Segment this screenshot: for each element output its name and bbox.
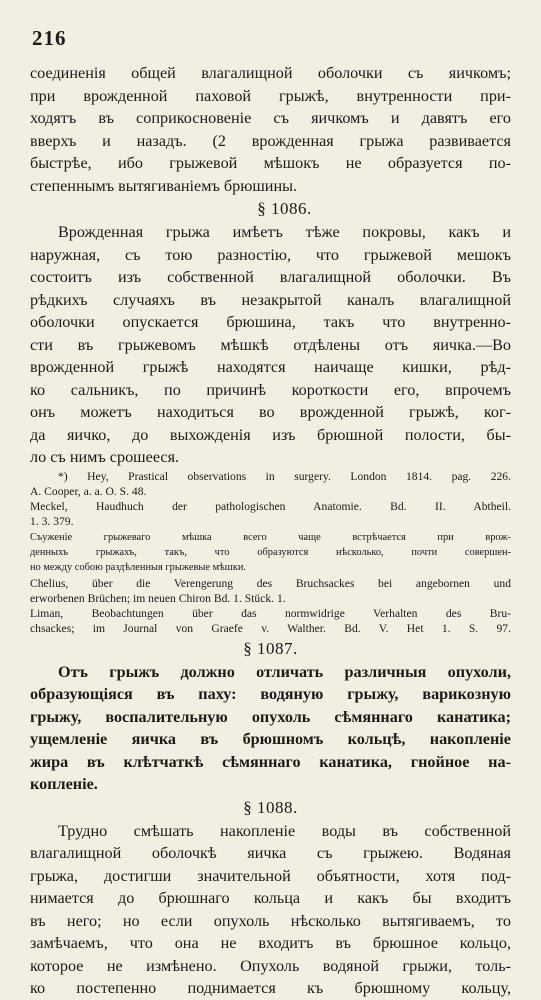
section-1086-body [30, 221, 511, 469]
text-line: врожденной грыжѣ находятся наичаще кишки, рѣд- [30, 358, 511, 376]
text-line: ущемленіе яичка въ брюшномъ кольцѣ, накопленіе [30, 730, 511, 749]
text-line: въ него; но если опухоль нѣсколько вытягиваемъ, то [30, 911, 511, 930]
text-line: грыжа, достигши значительной объятности, хотя под- [30, 866, 511, 885]
section-heading-1087: § 1087. [243, 638, 298, 658]
section-1088-body [30, 820, 511, 1000]
text-line: Трудно смѣшать накопленіе воды въ собственной [58, 821, 511, 840]
section-heading-1088: § 1088. [243, 797, 298, 817]
footnote-line: Meckel, Haudhuch der pathologischen Anatomie. Bd. II. Abtheil. [30, 500, 511, 514]
footnote-line: но между собою раздѣленныя грыжевые мѣшки. [30, 562, 246, 574]
text-line: сти въ грыжевомъ мѣшкѣ отдѣлены отъ яичка.—Во [30, 335, 511, 354]
text-line: оболочки опускается брюшина, такъ что внутренно- [30, 313, 511, 331]
text-line: копленіе. [30, 775, 98, 794]
footnote-line: денныхъ грыжахъ, такъ, что образуются нѣсколько, почти совершен- [30, 546, 511, 558]
text-line: вверхъ и назадъ. (2 врожденная грыжа развивается [30, 131, 511, 150]
text-line: Отъ грыжъ должно отличать различныя опухоли, [58, 662, 511, 681]
text-line: наружная, съ тою разностію, что грыжевой мешокъ [30, 245, 511, 264]
text-line: ко постепенно поднимается къ брюшному кольцу, [30, 979, 511, 998]
text-line: быстрѣе, ибо грыжевой мѣшокъ не образуется по- [30, 154, 511, 172]
section-heading-1086: § 1086. [257, 199, 312, 218]
text-line: жира въ клѣтчаткѣ сѣмяннаго канатика, гнойное на- [30, 752, 511, 771]
text-line: которое не измѣнено. Опухоль водяной грыжи, толь- [30, 956, 511, 975]
text-line: да яичко, до выхожденія изъ брюшной полости, бы- [30, 425, 511, 444]
text-line: образующіяся въ паху: водяную грыжу, варикозную [30, 685, 511, 704]
text-line: степеннымъ вытягиваніемъ брюшины. [30, 176, 298, 195]
footnote-line: chsackes; im Journal von Graefe v. Walther. Bd. V. Het 1. S. 97. [30, 622, 511, 636]
text-line: замѣчаемъ, что она не входитъ въ брюшное кольцо, [30, 934, 511, 953]
text-line: влагалищной оболочкѣ яичка съ грыжею. Водяная [30, 844, 511, 863]
text-line: соединенія общей влагалищной оболочки съ яичкомъ; [30, 64, 511, 82]
text-line: грыжу, воспалительную опухоль сѣмяннаго канатика; [30, 707, 511, 726]
text-line: ко сальникъ, по причинѣ короткости его, впрочемъ [30, 380, 511, 399]
footnote-line: Liman, Beobachtungen über das normwidrige Verhalten des Bru- [30, 607, 511, 621]
text-line: ходятъ въ соприкосновеніе съ яичкомъ и давятъ его [30, 109, 511, 127]
footnote-line: A. Cooper, a. a. O. S. 48. [30, 484, 147, 498]
footnote-line: *) Hey, Prastical observations in surgery. London 1814. pag. 226. [58, 469, 511, 483]
text-line: при врожденной паховой грыжѣ, внутренности при- [30, 86, 511, 105]
section-1087-body [30, 661, 511, 796]
footnote-line: 1. 3. 379. [30, 515, 74, 529]
page-number: 216 [32, 26, 67, 50]
text-line: Врожденная грыжа имѣетъ тѣже покровы, какъ и [58, 223, 511, 241]
footnote-line: erworbenen Brüchen; im neuen Chiron Bd. 1. Stück. 1. [30, 591, 286, 605]
footnote-line: Съуженіе грыжеваго мѣшка всего чаще встрѣчается при врож- [30, 531, 511, 543]
text-line: нимается до брюшнаго кольца и какъ бы входитъ [30, 889, 511, 908]
text-line: онъ можетъ находиться во врожденной грыжѣ, ког- [30, 403, 511, 421]
footnotes [30, 469, 511, 637]
text-line: ло съ нимъ срошееся. [30, 448, 180, 466]
footnote-line: Chelius, über die Verengerung des Bruchsackes bei angebornen und [30, 576, 511, 590]
intro-paragraph [30, 62, 511, 197]
text-line: рѣдкихъ случаяхъ въ незакрытой каналъ влагалищной [30, 290, 511, 309]
text-line: состоитъ изъ собственной влагалищной оболочки. Въ [30, 268, 511, 286]
